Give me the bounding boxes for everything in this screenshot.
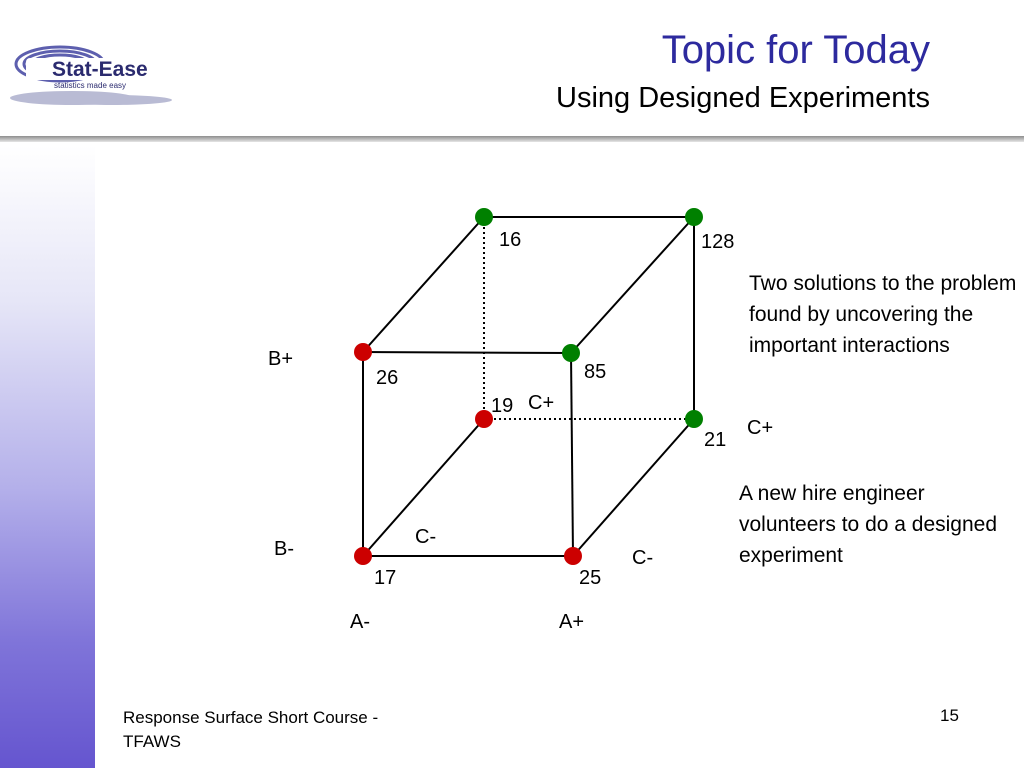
- cube-edge: [363, 352, 571, 353]
- axis-label-b-plus: B+: [268, 348, 294, 370]
- cube-node-green: [685, 208, 703, 226]
- node-value-label: 16: [499, 229, 522, 251]
- cube-edge: [571, 217, 694, 353]
- cube-node-green: [562, 344, 580, 362]
- node-value-label: 26: [376, 367, 399, 389]
- axis-label-c-minus: C-: [632, 547, 654, 569]
- cube-node-red: [354, 547, 372, 565]
- page-number: 15: [940, 706, 959, 725]
- page-subtitle: Using Designed Experiments: [556, 82, 930, 114]
- cube-edge: [573, 419, 694, 556]
- axis-label-b-minus: B-: [274, 538, 294, 560]
- cube-edge: [571, 353, 573, 556]
- node-value-label: 85: [584, 361, 607, 383]
- axis-label-a-minus: A-: [350, 611, 370, 633]
- axis-label-c-minus: C-: [415, 526, 437, 548]
- cube-node-green: [475, 208, 493, 226]
- page-title: Topic for Today: [661, 28, 930, 72]
- axis-label-c-plus: C+: [747, 417, 774, 439]
- axis-label-a-plus: A+: [559, 611, 585, 633]
- logo-tagline: statistics made easy: [54, 81, 127, 90]
- cube-node-green: [685, 410, 703, 428]
- axis-label-c-plus: C+: [528, 392, 555, 414]
- solutions-note: Two solutions to the problem found by uncovering the important interactions: [749, 272, 1017, 357]
- footer-course: Response Surface Short Course - TFAWS: [123, 708, 379, 751]
- node-value-label: 128: [701, 231, 735, 253]
- node-value-label: 17: [374, 567, 397, 589]
- node-value-label: 25: [579, 567, 602, 589]
- node-value-label: 21: [704, 429, 727, 451]
- node-value-label: 19: [491, 395, 514, 417]
- logo-wordmark: Stat-Ease: [52, 58, 148, 81]
- cube-node-red: [564, 547, 582, 565]
- cube-edge: [363, 217, 484, 352]
- new-hire-note: A new hire engineer volunteers to do a designed experiment: [739, 482, 998, 567]
- cube-node-red: [354, 343, 372, 361]
